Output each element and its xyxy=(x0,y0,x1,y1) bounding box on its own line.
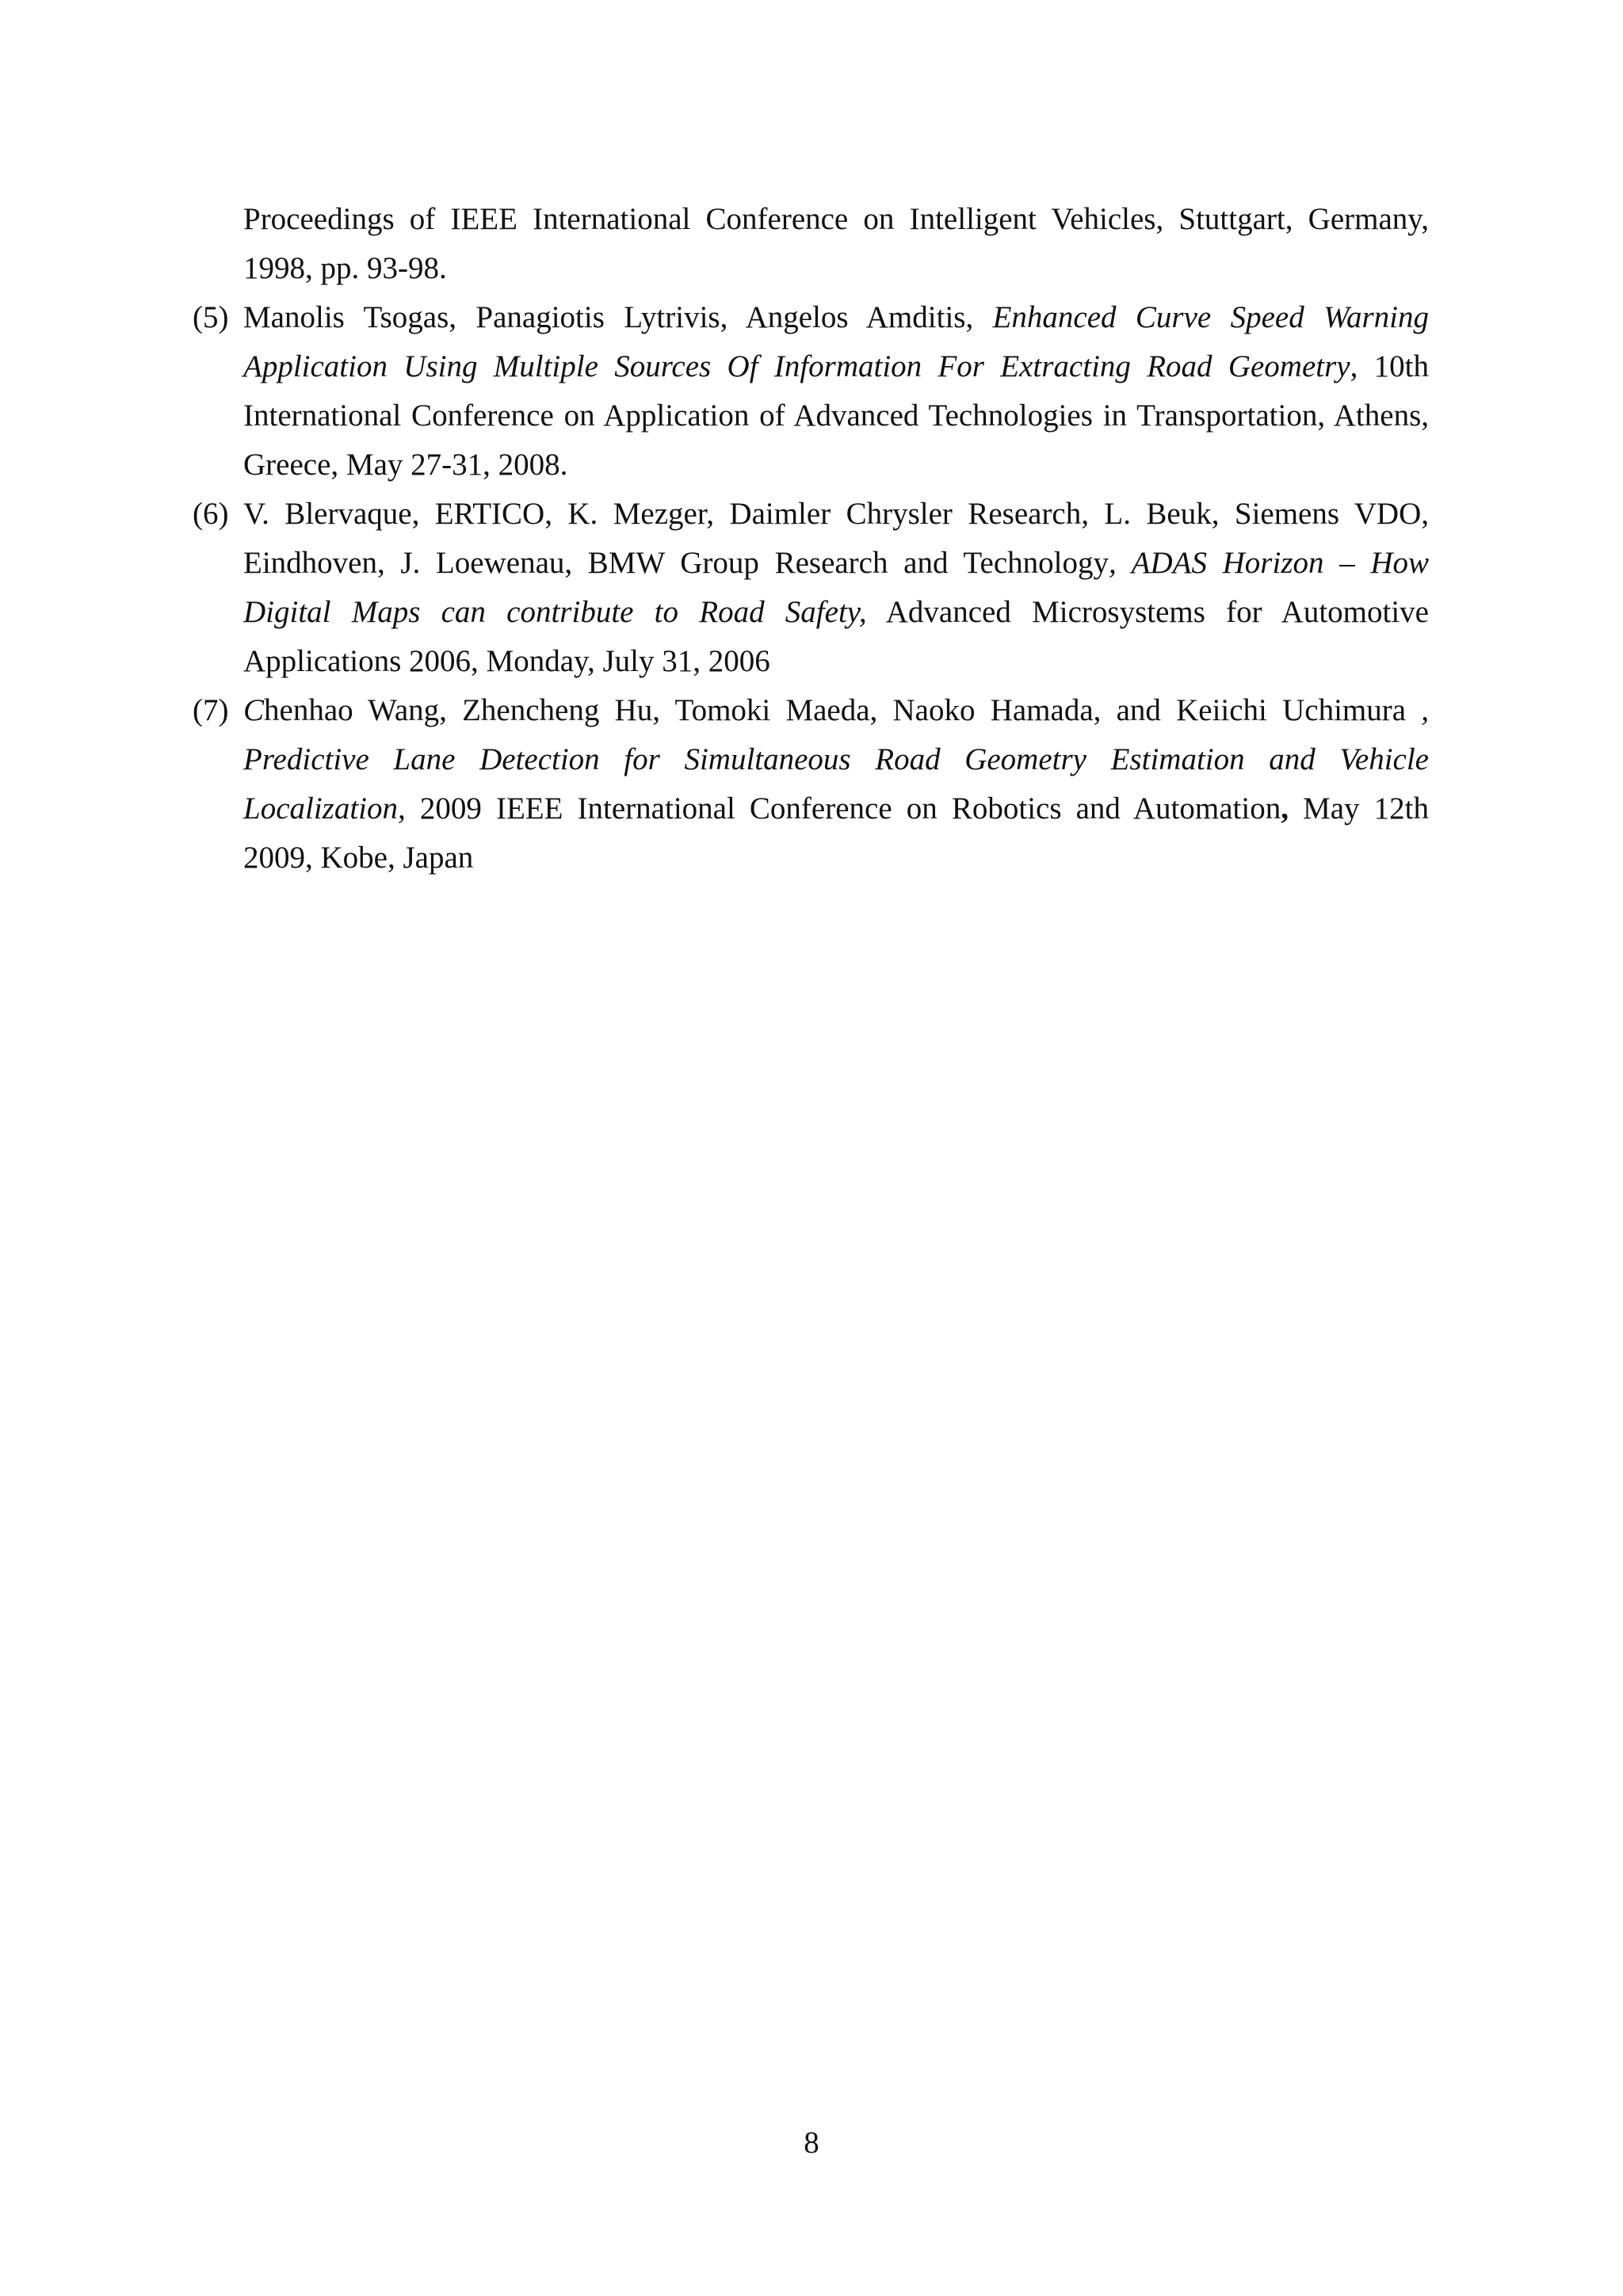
reference-text xyxy=(243,490,1429,686)
reference-marker: (5) xyxy=(193,300,229,334)
reference-marker: (7) xyxy=(193,693,229,727)
reference-entry-continued xyxy=(193,195,1429,293)
reference-text-part: Proceedings of IEEE International Conference on Intelligent Vehicles, Stuttgart, Germany, 1998, pp. 93-98. xyxy=(243,202,1429,285)
reference-entry-5 xyxy=(193,293,1429,490)
reference-text xyxy=(243,293,1429,490)
reference-venue: Advanced Microsystems for Automotive Applications 2006, Monday, July 31, 2006 xyxy=(243,595,1429,678)
reference-venue: , 10th International Conference on Application of Advanced Technologies in Transportation, Athens, Greece, May 27-31, 2008. xyxy=(243,349,1429,482)
reference-venue: 2009 IEEE International Conference on Robotics and Automation xyxy=(405,791,1281,826)
reference-authors: V. Blervaque, ERTICO, K. Mezger, Daimler Chrysler Research, L. Beuk, Siemens VDO, Eindhoven, J. Loewenau, BMW Group Research and Technology xyxy=(243,497,1429,580)
reference-text xyxy=(243,686,1429,883)
reference-title: Enhanced Curve Speed Warning Application Using Multiple Sources Of Information For Extracting Road Geometry xyxy=(243,300,1429,383)
reference-list xyxy=(193,195,1429,883)
reference-marker: (6) xyxy=(193,497,229,531)
reference-title: , ADAS Horizon – How Digital Maps can contribute to Road Safety, xyxy=(243,546,1429,629)
reference-title: , Predictive Lane Detection for Simultaneous Road Geometry Estimation and Vehicle Localization, xyxy=(243,693,1429,826)
reference-date: May 12th 2009, Kobe, Japan xyxy=(243,791,1430,875)
reference-authors: Manolis Tsogas, Panagiotis Lytrivis, Angelos Amditis, xyxy=(243,300,993,334)
reference-initial: C xyxy=(243,693,265,727)
page-number: 8 xyxy=(804,2126,819,2160)
reference-authors: henhao Wang, Zhencheng Hu, Tomoki Maeda, Naoko Hamada, and Keiichi Uchimura xyxy=(264,693,1422,727)
reference-text xyxy=(243,195,1429,293)
reference-entry-6 xyxy=(193,490,1429,686)
reference-entry-7 xyxy=(193,686,1429,883)
reference-bold-comma: , xyxy=(1281,791,1289,826)
